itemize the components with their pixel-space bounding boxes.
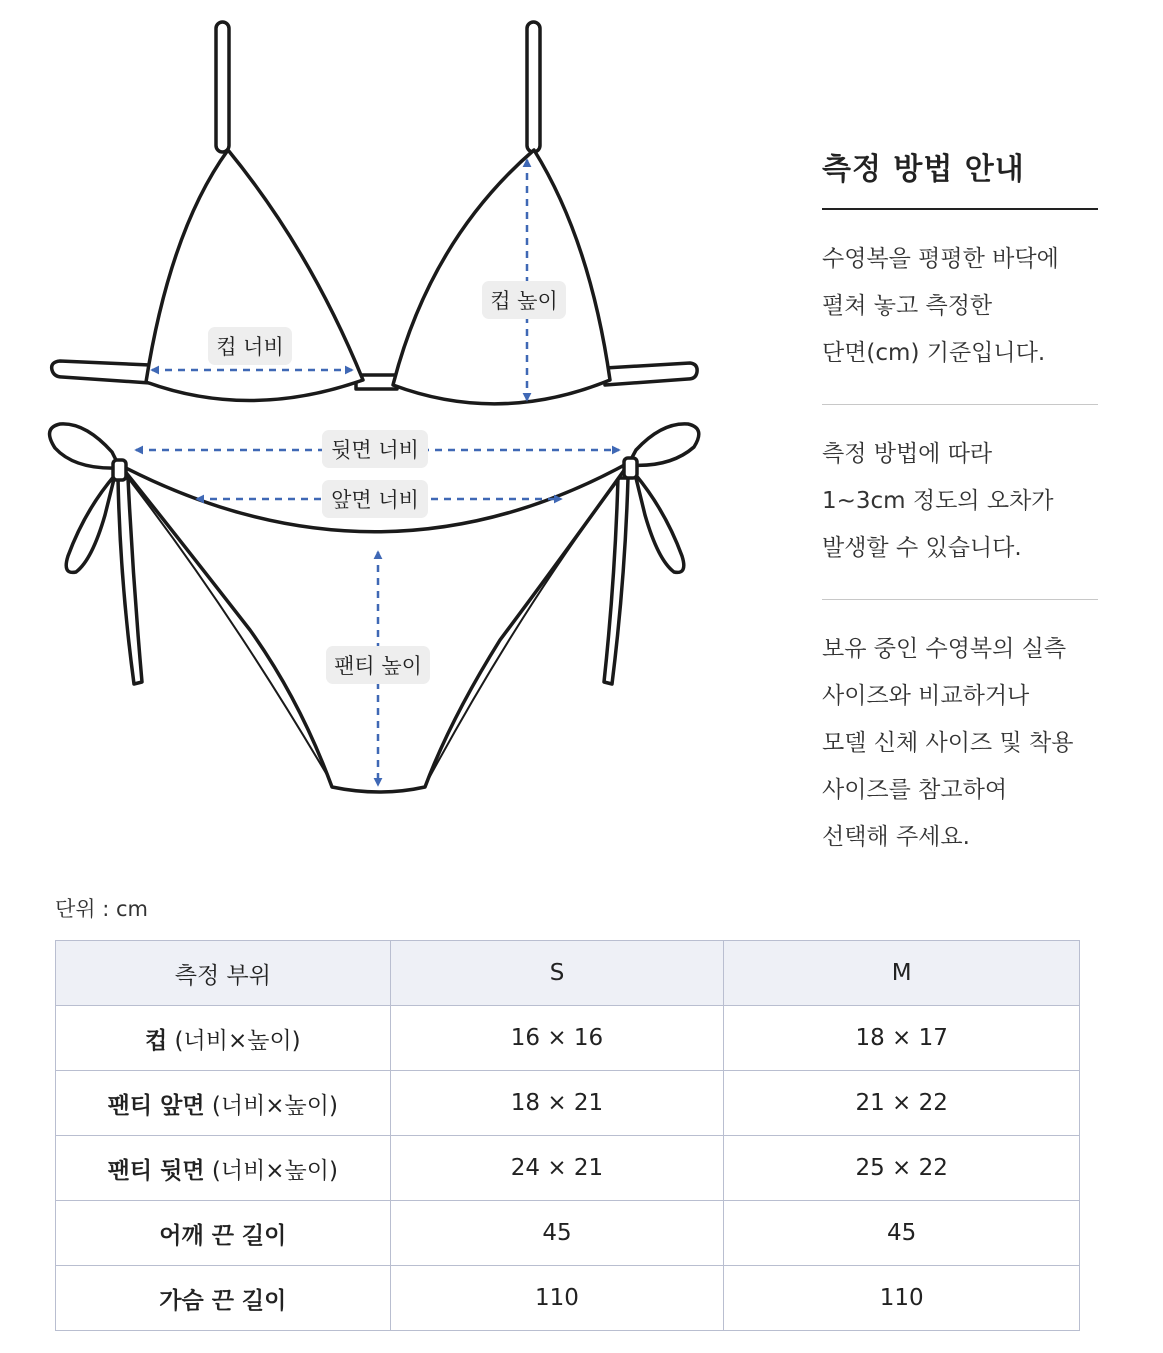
- left-tie-knot: [113, 460, 126, 480]
- panty-height-label: 팬티 높이: [334, 654, 422, 678]
- right-tie-string: [604, 478, 628, 684]
- row-size-s: 45: [390, 1201, 724, 1266]
- table-row: [56, 1201, 1080, 1266]
- guide-title: 측정 방법 안내: [822, 152, 1025, 187]
- table-header-row: [56, 941, 1080, 1006]
- row-size-m: 110: [724, 1266, 1080, 1331]
- cup-width-label: 컵 너비: [216, 335, 284, 359]
- bikini-measurement-diagram: [0, 0, 720, 830]
- table-row: [56, 1071, 1080, 1136]
- right-shoulder-strap: [527, 22, 540, 152]
- unit-label: 단위 : cm: [55, 897, 149, 921]
- table-row: [56, 1266, 1080, 1331]
- bikini-bottom: [50, 424, 699, 792]
- measurement-guide: [822, 130, 1098, 888]
- right-tie-loop-lower: [635, 474, 684, 572]
- left-tie-loop-lower: [66, 475, 115, 572]
- header-size-m: M: [724, 941, 1080, 1006]
- size-table: [55, 940, 1080, 1331]
- back-width-label: 뒷면 너비: [331, 438, 419, 462]
- row-size-s: 18 × 21: [390, 1071, 724, 1136]
- left-tie-loop-upper: [50, 424, 120, 468]
- left-chest-band: [52, 361, 150, 383]
- row-size-m: 21 × 22: [724, 1071, 1080, 1136]
- row-part: 팬티 앞면 (너비×높이): [56, 1071, 391, 1136]
- table-row: [56, 1136, 1080, 1201]
- row-size-s: 16 × 16: [390, 1006, 724, 1071]
- left-tie-string: [118, 478, 142, 684]
- row-part: 어깨 끈 길이: [56, 1201, 391, 1266]
- row-size-m: 18 × 17: [724, 1006, 1080, 1071]
- row-size-m: 25 × 22: [724, 1136, 1080, 1201]
- bikini-top: [52, 22, 697, 404]
- right-tie-knot: [624, 458, 637, 478]
- row-size-s: 24 × 21: [390, 1136, 724, 1201]
- row-size-m: 45: [724, 1201, 1080, 1266]
- left-shoulder-strap: [216, 22, 229, 152]
- guide-paragraph-3: 보유 중인 수영복의 실측 사이즈와 비교하거나 모델 신체 사이즈 및 착용 사이즈를 참고하여 선택해 주세요.: [822, 636, 1074, 850]
- row-part: 가슴 끈 길이: [56, 1266, 391, 1331]
- right-chest-band: [605, 363, 697, 385]
- front-width-label: 앞면 너비: [331, 488, 419, 512]
- right-tie-loop-upper: [628, 424, 699, 466]
- header-part: 측정 부위: [56, 941, 391, 1006]
- right-cup: [393, 150, 610, 404]
- row-part: 컵 (너비×높이): [56, 1006, 391, 1071]
- row-size-s: 110: [390, 1266, 724, 1331]
- table-row: [56, 1006, 1080, 1071]
- guide-paragraph-1: 수영복을 평평한 바닥에 펼쳐 놓고 측정한 단면(cm) 기준입니다.: [822, 246, 1059, 366]
- cup-height-label: 컵 높이: [490, 289, 558, 313]
- header-size-s: S: [390, 941, 724, 1006]
- row-part: 팬티 뒷면 (너비×높이): [56, 1136, 391, 1201]
- guide-paragraph-2: 측정 방법에 따라 1~3cm 정도의 오차가 발생할 수 있습니다.: [822, 441, 1054, 561]
